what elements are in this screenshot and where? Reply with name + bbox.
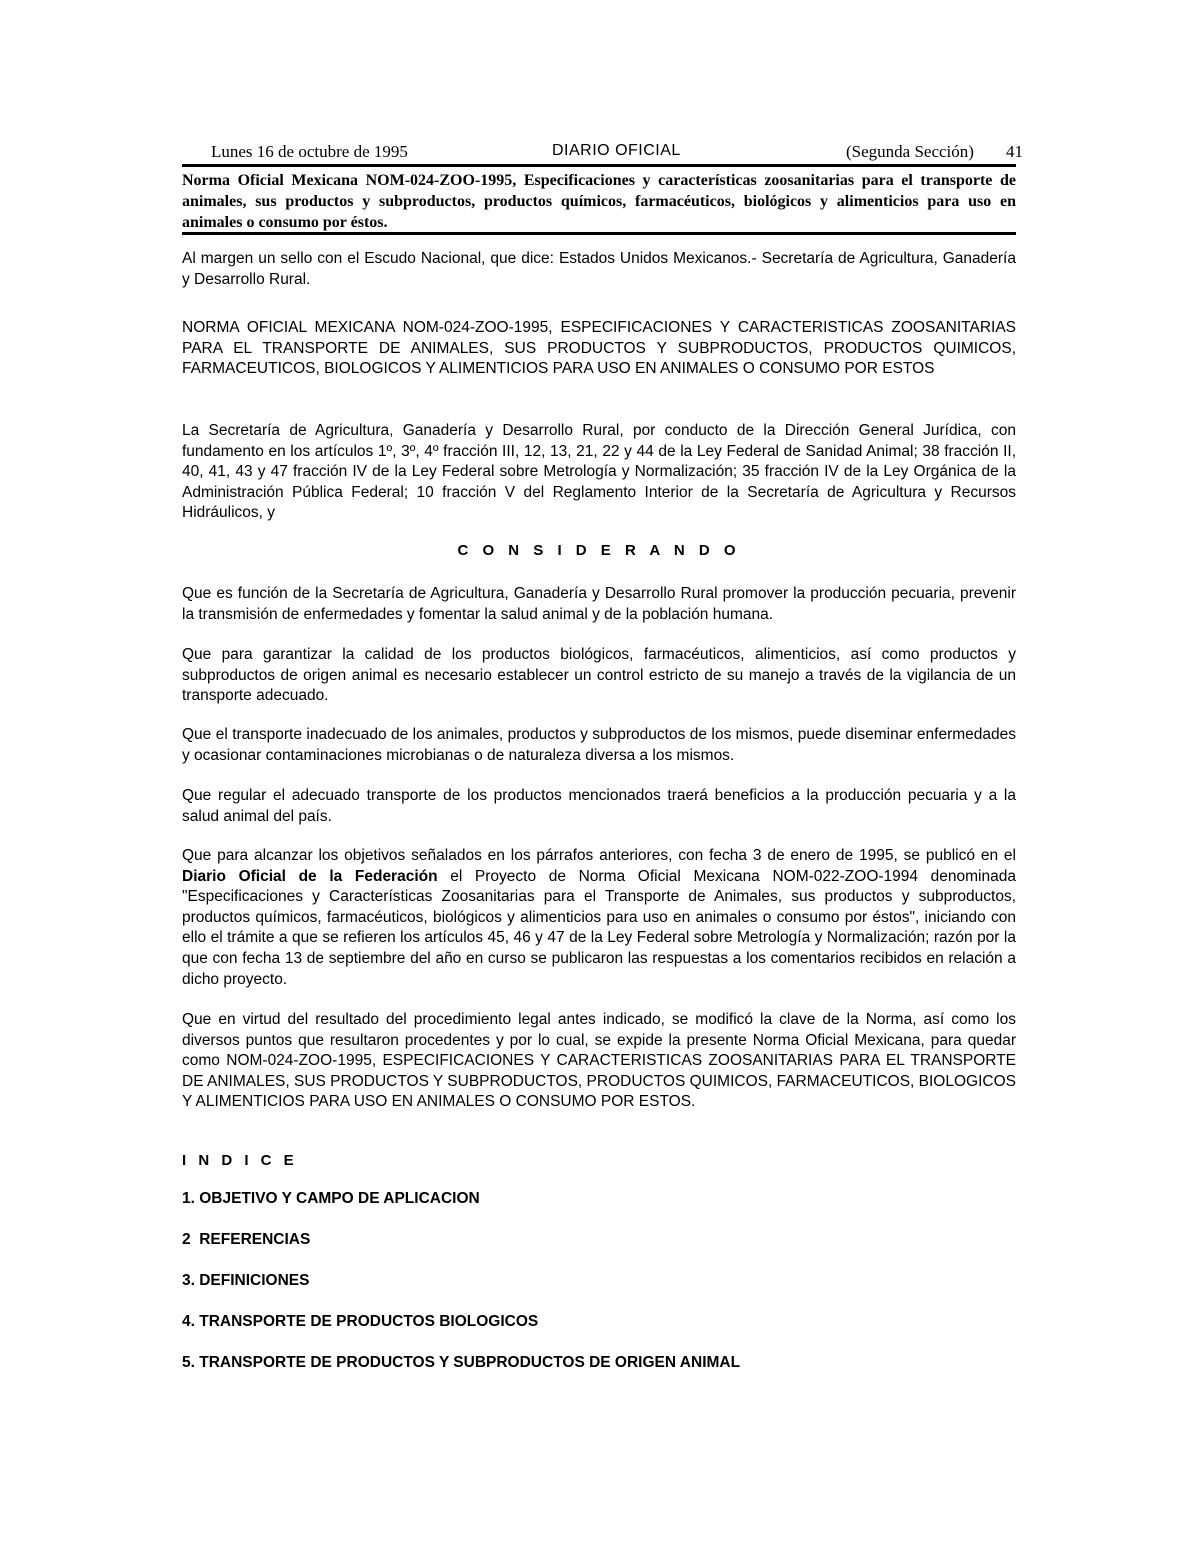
considerando-paragraph-5 bbox=[182, 846, 1016, 990]
considerando-heading: C O N S I D E R A N D O bbox=[457, 542, 741, 559]
considerando-paragraph-6: Que en virtud del resultado del procedimiento legal antes indicado, se modificó la clave de la Norma, así como los diversos puntos que resultaron procedentes y por lo cual, se expide la presente Norma Oficial Mexicana, para quedar como NOM-024-ZOO-1995, ESPECIFICACIONES Y CARACTERISTICAS ZOOSANITARIAS PARA EL TRANSPORTE DE ANIMALES, SUS PRODUCTOS Y SUBPRODUCTOS, PRODUCTOS QUIMICOS, FARMACEUTICOS, BIOLOGICOS Y ALIMENTICIOS PARA USO EN ANIMALES O CONSUMO POR ESTOS. bbox=[182, 1011, 1016, 1111]
index-item: 2 REFERENCIAS bbox=[182, 1231, 311, 1248]
header-section: (Segunda Sección) bbox=[846, 142, 974, 161]
index-item: 4. TRANSPORTE DE PRODUCTOS BIOLOGICOS bbox=[182, 1313, 539, 1330]
margin-note-paragraph: Al margen un sello con el Escudo Nacional, que dice: Estados Unidos Mexicanos.- Secretaría de Agricultura, Ganadería y Desarrollo Rural. bbox=[182, 250, 1016, 288]
header-page-number: 41 bbox=[1006, 142, 1023, 161]
considerando-paragraph-4: Que regular el adecuado transporte de los productos mencionados traerá beneficios a la producción pecuaria y a la salud animal del país. bbox=[182, 787, 1016, 825]
diario-oficial-emphasis: Diario Oficial de la Federación bbox=[182, 867, 438, 885]
title-rule bbox=[182, 232, 1016, 235]
index-item: 1. OBJETIVO Y CAMPO DE APLICACION bbox=[182, 1190, 480, 1207]
header-publication: DIARIO OFICIAL bbox=[552, 142, 681, 159]
considerando-paragraph-2: Que para garantizar la calidad de los productos biológicos, farmacéuticos, alimenticios, así como productos y subproductos de origen animal es necesario establecer un control estricto de su manejo a través de la vigilancia de un transporte adecuado. bbox=[182, 646, 1016, 705]
preamble-paragraph: La Secretaría de Agricultura, Ganadería y Desarrollo Rural, por conducto de la Dirección General Jurídica, con fundamento en los artículos 1º, 3º, 4º fracción III, 12, 13, 21, 22 y 44 de la Ley Federal de Sanidad Animal; 38 fracción II, 40, 41, 43 y 47 fracción IV de la Ley Federal sobre Metrología y Normalización; 35 fracción IV de la Ley Orgánica de la Administración Pública Federal; 10 fracción V del Reglamento Interior de la Secretaría de Agricultura y Recursos Hidráulicos, y bbox=[182, 422, 1016, 522]
index-heading: I N D I C E bbox=[182, 1152, 298, 1169]
paragraph-5-text-before: Que para alcanzar los objetivos señalados en los párrafos anteriores, con fecha 3 de enero de 1995, se publicó en el bbox=[182, 847, 1016, 864]
header-date: Lunes 16 de octubre de 1995 bbox=[211, 142, 408, 161]
header-rule bbox=[182, 164, 1016, 167]
index-item: 5. TRANSPORTE DE PRODUCTOS Y SUBPRODUCTOS DE ORIGEN ANIMAL bbox=[182, 1354, 741, 1371]
index-item: 3. DEFINICIONES bbox=[182, 1272, 310, 1289]
norm-caps-paragraph: NORMA OFICIAL MEXICANA NOM-024-ZOO-1995, ESPECIFICACIONES Y CARACTERISTICAS ZOOSANITARIAS PARA EL TRANSPORTE DE ANIMALES, SUS PRODUCTOS Y SUBPRODUCTOS, PRODUCTOS QUIMICOS, FARMACEUTICOS, BIOLOGICOS Y ALIMENTICIOS PARA USO EN ANIMALES O CONSUMO POR ESTOS bbox=[182, 319, 1016, 378]
paragraph-5-text-after: el Proyecto de Norma Oficial Mexicana NOM-022-ZOO-1994 denominada "Especificaciones y Características Zoosanitarias para el Transporte de Animales, sus productos y subproductos, productos químicos, farmacéuticos, biológicos y alimenticios para uso en animales o consumo por éstos", iniciando con ello el trámite a que se refieren los artículos 45, 46 y 47 de la Ley Federal sobre Metrología y Normalización; razón por la que con fecha 13 de septiembre del año en curso se publicaron las respuestas a los comentarios recibidos en relación a dicho proyecto. bbox=[182, 867, 1016, 988]
considerando-paragraph-1: Que es función de la Secretaría de Agricultura, Ganadería y Desarrollo Rural promover la producción pecuaria, prevenir la transmisión de enfermedades y fomentar la salud animal y de la población humana. bbox=[182, 585, 1016, 623]
considerando-paragraph-3: Que el transporte inadecuado de los animales, productos y subproductos de los mismos, puede diseminar enfermedades y ocasionar contaminaciones microbianas o de naturaleza diversa a los mismos. bbox=[182, 726, 1016, 764]
norm-title: Norma Oficial Mexicana NOM-024-ZOO-1995, Especificaciones y características zoosanitarias para el transporte de animales, sus productos y subproductos, productos químicos, farmacéuticos, biológicos y alimenticios para uso en animales o consumo por éstos. bbox=[182, 172, 1016, 231]
